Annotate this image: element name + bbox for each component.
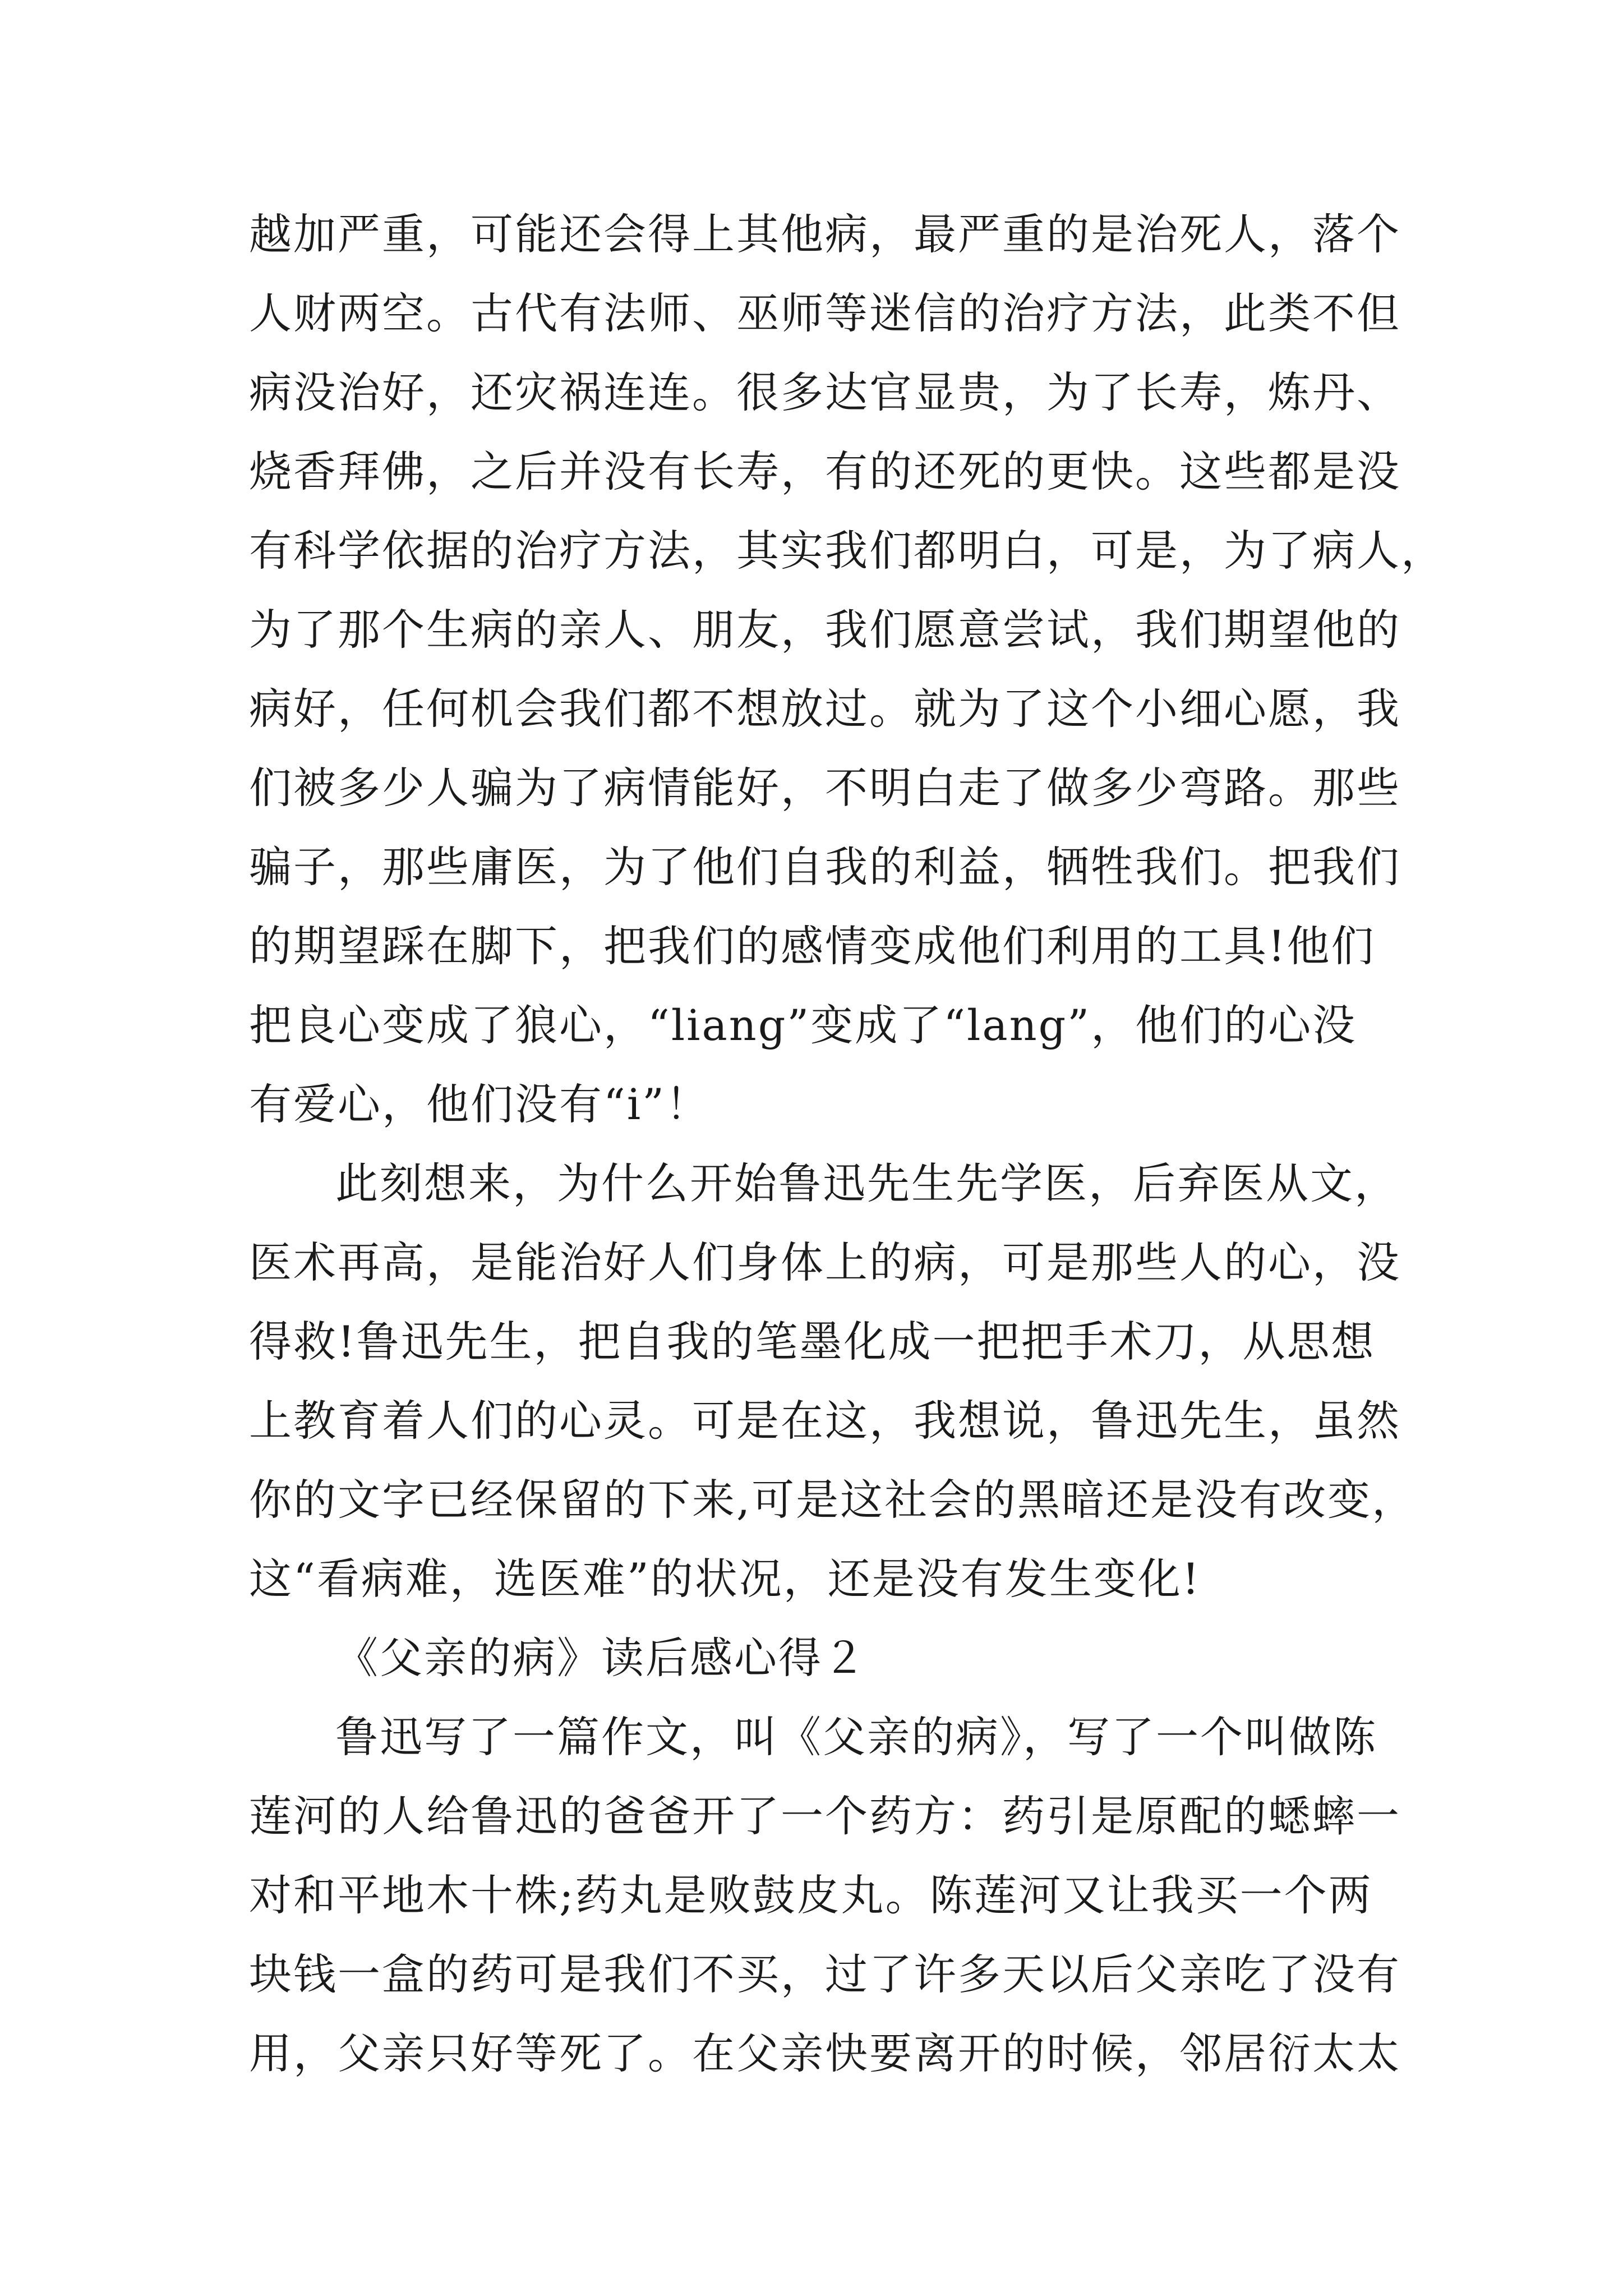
text-line: 把良心变成了狼心，“liang”变成了“lang”，他们的心没	[249, 1000, 1357, 1050]
document-body	[249, 209, 1445, 2110]
text-line: 有爱心，他们没有“i”！	[249, 1079, 711, 1129]
text-line: 人财两空。古代有法师、巫师等迷信的治疗方法，此类不但	[249, 288, 1401, 338]
text-line: 莲河的人给鲁迅的爸爸开了一个药方：药引是原配的蟋蟀一	[249, 1791, 1401, 1841]
text-line: 这“看病难，选医难”的状况，还是没有发生变化!	[249, 1554, 1201, 1604]
text-line: 们被多少人骗为了病情能好，不明白走了做多少弯路。那些	[249, 763, 1401, 813]
text-line: 越加严重，可能还会得上其他病，最严重的是治死人，落个	[249, 209, 1401, 259]
text-line: 病好，任何机会我们都不想放过。就为了这个小细心愿，我	[249, 684, 1401, 734]
text-line: 块钱一盒的药可是我们不买，过了许多天以后父亲吃了没有	[249, 1949, 1401, 1999]
text-line: 医术再高，是能治好人们身体上的病，可是那些人的心，没	[249, 1237, 1401, 1287]
heading-text: 《父亲的病》读后感心得２	[335, 1633, 867, 1683]
text-line: 你的文字已经保留的下来,可是这社会的黑暗还是没有改变，	[249, 1475, 1417, 1525]
text-line: 得救!鲁迅先生，把自我的笔墨化成一把把手术刀，从思想	[249, 1317, 1376, 1366]
section-heading	[249, 1633, 1393, 1715]
paragraph-1	[249, 209, 1445, 1161]
text-line: 有科学依据的治疗方法，其实我们都明白，可是，为了病人，	[249, 526, 1445, 576]
paragraph-2	[249, 1158, 1417, 1636]
paragraph-3	[249, 1712, 1401, 2110]
text-line: 鲁迅写了一篇作文，叫《父亲的病》，写了一个叫做陈	[335, 1712, 1377, 1762]
text-line: 用，父亲只好等死了。在父亲快要离开的时候，邻居衍太太	[249, 2028, 1401, 2078]
text-line: 的期望踩在脚下，把我们的感情变成他们利用的工具!他们	[249, 921, 1376, 971]
text-line: 病没治好，还灾祸连连。很多达官显贵，为了长寿，炼丹、	[249, 367, 1401, 417]
text-line: 此刻想来，为什么开始鲁迅先生先学医，后弃医从文，	[335, 1158, 1399, 1208]
text-line: 骗子，那些庸医，为了他们自我的利益，牺牲我们。把我们	[249, 842, 1401, 892]
text-line: 烧香拜佛，之后并没有长寿，有的还死的更快。这些都是没	[249, 447, 1401, 496]
text-line: 对和平地木十株;药丸是败鼓皮丸。陈莲河又让我买一个两	[249, 1870, 1373, 1920]
text-line: 上教育着人们的心灵。可是在这，我想说，鲁迅先生，虽然	[249, 1396, 1401, 1446]
text-line: 为了那个生病的亲人、朋友，我们愿意尝试，我们期望他的	[249, 605, 1401, 655]
